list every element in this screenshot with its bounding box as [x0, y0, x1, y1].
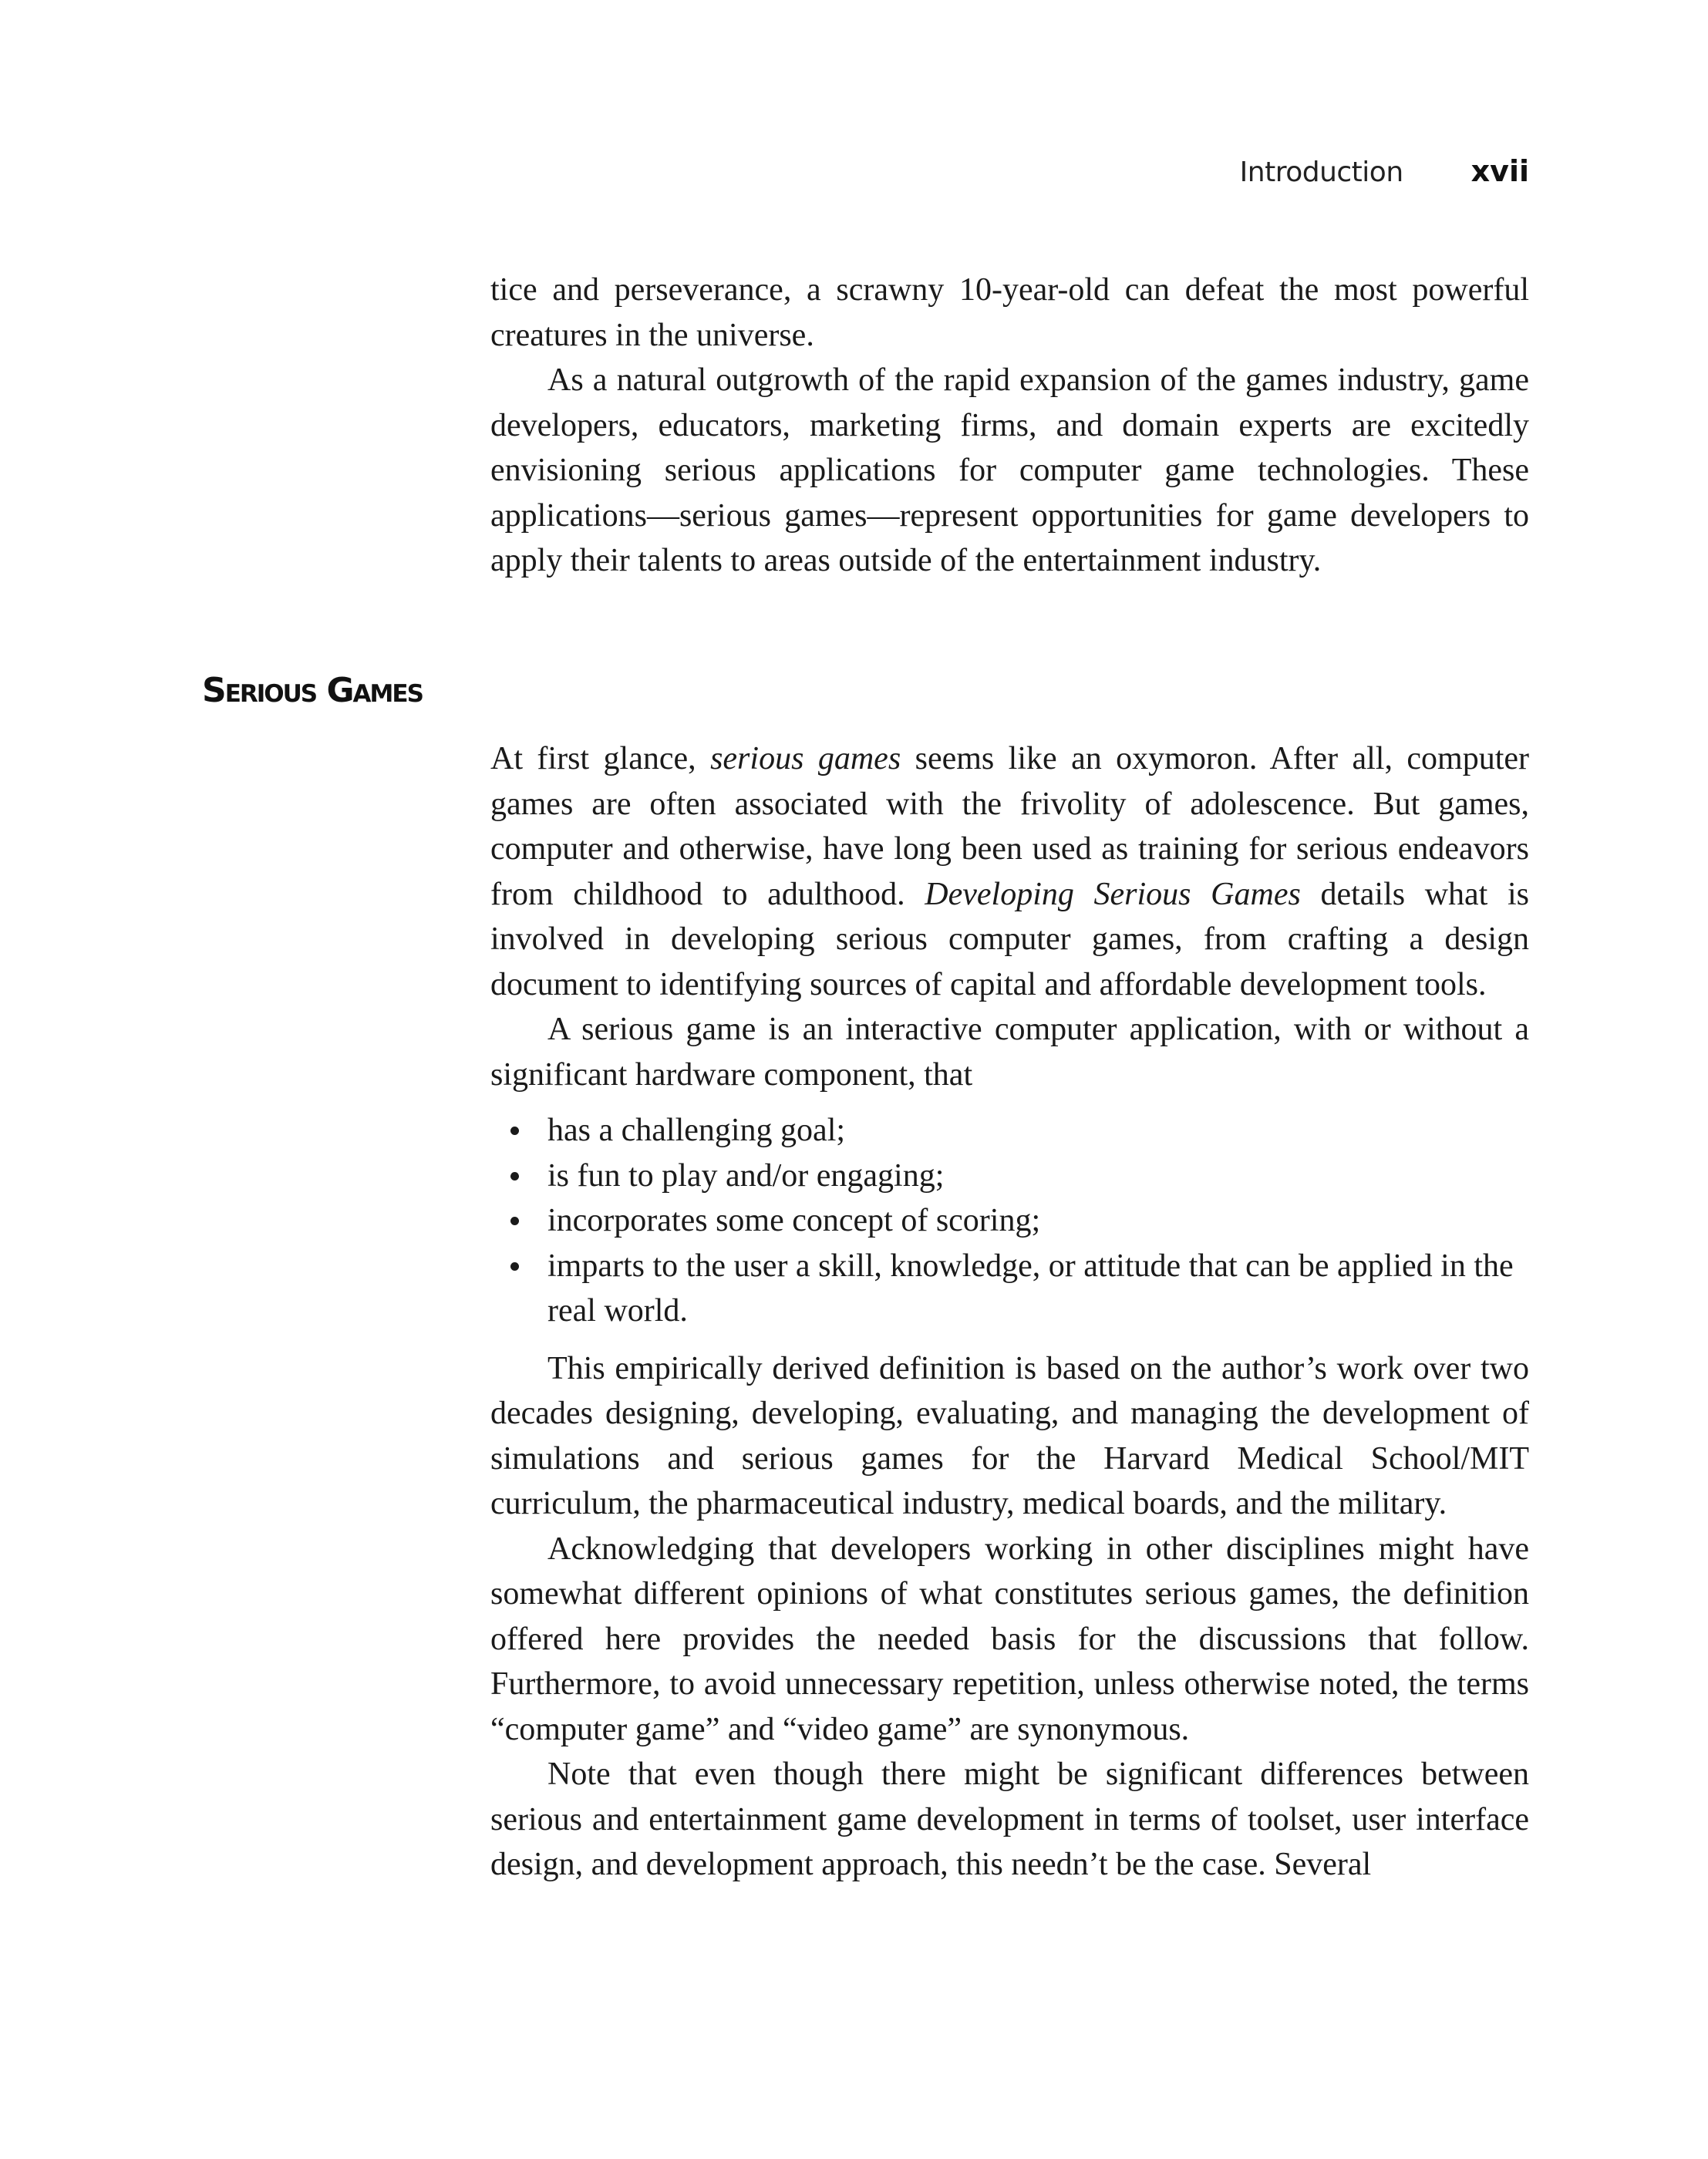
list-item-text: has a challenging goal; [547, 1113, 846, 1148]
definition-list [490, 1108, 1529, 1334]
book-title: Developing Serious Games [925, 876, 1301, 912]
list-item [547, 1154, 1529, 1199]
top-text-block [490, 268, 1529, 584]
intro-text: details what is involved in developing serious computer games, from crafting a design document to identifying sources of capital and affordable development tools. [490, 876, 1529, 1002]
bullet-icon [510, 1217, 519, 1225]
running-head-section: Introduction [1239, 157, 1403, 188]
intro-text: seems like an oxymoron. After all, computer games are often associated with the frivolity of adolescence. But games, computer and otherwise, have long been used as training for serious endeavors from childhood to adulthood. [490, 741, 1530, 912]
paragraph: tice and perseverance, a scrawny 10-year-old can defeat the most powerful creatures in the universe. [490, 272, 1529, 353]
list-item [547, 1198, 1529, 1244]
main-text-block [490, 736, 1529, 1888]
paragraph: Acknowledging that developers working in other disciplines might have somewhat different opinions of what constitutes serious games, the definition offered here provides the needed basis for the discussions that follow. Furthermore, to avoid unnecessary repetition, unless otherwise noted, the terms “computer game” and “video game” are synonymous. [490, 1531, 1529, 1747]
list-item [547, 1108, 1529, 1154]
bullet-icon [510, 1172, 519, 1181]
intro-paragraph [490, 736, 1529, 1007]
list-item [547, 1244, 1529, 1334]
intro-text: At first glance, [490, 741, 711, 776]
intro-term: serious games [710, 741, 901, 776]
section-heading: Serious Games [202, 671, 423, 710]
list-item-text: is fun to play and/or engaging; [547, 1157, 945, 1194]
paragraph: As a natural outgrowth of the rapid expansion of the games industry, game developers, educators, marketing firms, and domain experts are excitedly envisioning serious applications for computer game technologies. These applications—serious games—represent opportunities for game developers to apply their talents to areas outside of the entertainment industry. [490, 362, 1529, 578]
bullet-icon [510, 1262, 519, 1271]
list-item-text: incorporates some concept of scoring; [547, 1203, 1041, 1238]
page-number: xvii [1470, 154, 1529, 188]
paragraph: Note that even though there might be significant differences between serious and entertainment game development in terms of toolset, user interface design, and development approach, this needn’t be the case. Several [490, 1757, 1529, 1882]
paragraph: This empirically derived definition is based on the author’s work over two decades designing, developing, evaluating, and managing the development of simulations and serious games for the Harvard Medical School/MIT curriculum, the pharmaceutical industry, medical boards, and the military. [490, 1350, 1529, 1521]
list-item-text: imparts to the user a skill, knowledge, or attitude that can be applied in the real world. [547, 1248, 1514, 1329]
running-head [1240, 154, 1529, 193]
definition-lead: A serious game is an interactive computer application, with or without a significant hardware component, that [490, 1012, 1529, 1093]
bullet-icon [510, 1127, 519, 1135]
